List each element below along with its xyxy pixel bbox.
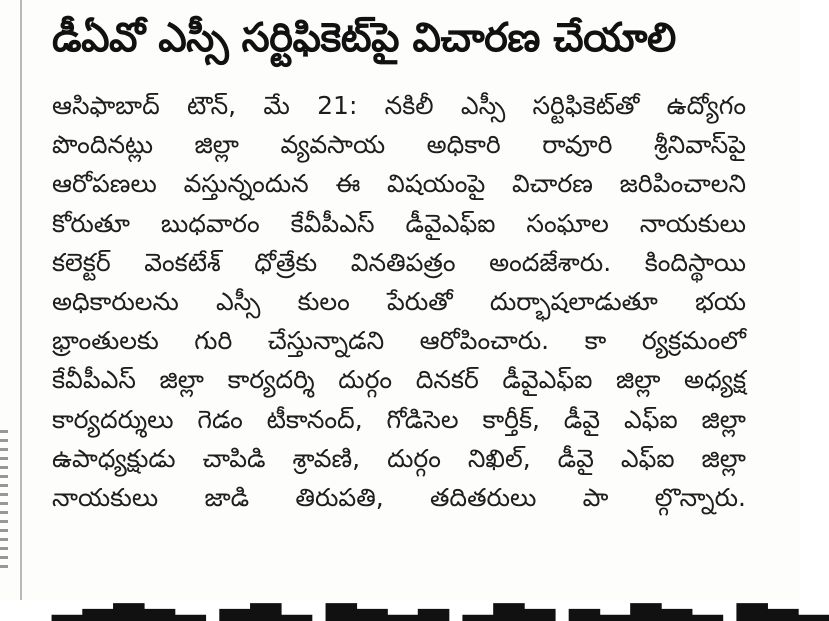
column-divider — [20, 0, 22, 600]
article-headline: డీఏవో ఎస్సీ సర్టిఫికెట్‌పై విచారణ చేయాలి — [52, 15, 676, 61]
body-line: కార్యదర్శులు గెడం టీకానంద్, గోడిసెల కార్తీక్, డీవై ఎఫ్ఐ జిల్లా — [52, 404, 746, 434]
body-line: పొందినట్లు జిల్లా వ్యవసాయ అధికారి రావూరి శ్రీనివాస్‌పై — [52, 130, 746, 160]
body-line: కేవీపీఎస్ జిల్లా కార్యదర్శి దుర్గం దినకర్ డీవైఎఫ్ఐ జిల్లా అధ్యక్ష — [52, 365, 746, 395]
article-body — [52, 86, 746, 517]
body-line: భ్రాంతులకు గురి చేస్తున్నాడని ఆరోపించారు. కా ర్యక్రమంలో — [52, 326, 746, 356]
adjacent-column-fragment — [0, 430, 8, 570]
next-article-headline-fragment — [52, 575, 829, 621]
body-line: ఉపాధ్యక్షుడు చాపిడి శ్రావణి, దుర్గం నిఖిల్, డీవై ఎఫ్ఐ జిల్లా — [52, 443, 746, 473]
body-line: కలెక్టర్ వెంకటేశ్ ధోత్రేకు వినతిపత్రం అందజేశారు. కిందిస్థాయి — [52, 247, 746, 277]
body-line: ఆరోపణలు వస్తున్నందున ఈ విషయంపై విచారణ జరిపించాలని — [52, 169, 746, 199]
body-line: అధికారులను ఎస్సీ కులం పేరుతో దుర్భాషలాడుతూ భయ — [52, 286, 746, 316]
cropped-headline-strokes: ▁▂▃▂▁ ▂▃▁ ▃▂▁▂ ▁▃▂ ▂▁▃▂▁ ▃▂▁ — [52, 575, 829, 621]
body-line: ఆసిఫాబాద్ టౌన్, మే 21: నకిలీ ఎస్సీ సర్టిఫికెట్‌తో ఉద్యోగం — [52, 91, 746, 120]
body-line: కోరుతూ బుధవారం కేవీపీఎస్ డీవైఎఫ్ఐ సంఘాల నాయకులు — [52, 208, 746, 238]
body-line: నాయకులు జాడి తిరుపతి, తదితరులు పా ల్గొన్నారు. — [52, 482, 746, 512]
